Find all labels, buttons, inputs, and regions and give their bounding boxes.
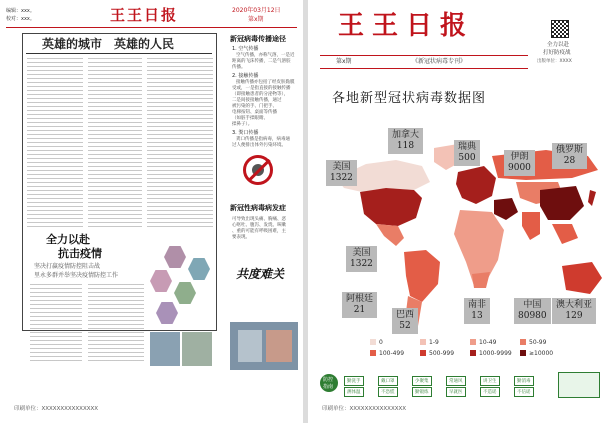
callout-name: 美国: [352, 248, 371, 258]
prevention-line: 要表现。: [232, 235, 250, 240]
spread-s3-line: 过人便排出体外污染环境。: [232, 143, 286, 148]
callout-value: 13: [471, 311, 483, 321]
callout-name: 伊朗: [510, 152, 529, 162]
right-footer: 印刷单位：XXXXXXXXXXXXXXX: [322, 406, 407, 412]
tip: 戴口罩: [378, 376, 398, 386]
callout-name: 瑞典: [458, 142, 477, 152]
callout-value: 500: [458, 153, 476, 163]
spread-s3-line: 粪口传播是指病毒，病毒通: [236, 137, 290, 142]
hex-photo: [156, 302, 178, 324]
callout-usa-1: [326, 160, 357, 186]
left-footer: 印刷单位：XXXXXXXXXXXXXXX: [14, 406, 99, 412]
callout-south-africa: [464, 298, 490, 324]
callout-value: 1322: [330, 173, 353, 183]
callout-australia: [552, 298, 596, 324]
tip: 不恐慌: [378, 387, 398, 397]
spread-s1-line: 空气传播，亦称气溶，一是近: [236, 53, 295, 58]
spread-s2-head: 2. 接触传播: [232, 73, 259, 79]
qr-caption-2: 打好防疫战: [543, 50, 571, 56]
callout-value: 1322: [350, 259, 373, 269]
legend-label: 50-99: [529, 339, 547, 346]
legend-label: 0: [379, 339, 383, 346]
spread-title: 新冠病毒传播途径: [230, 35, 286, 43]
callout-value: 129: [565, 311, 583, 321]
fight-title-b: 抗击疫情: [58, 247, 102, 260]
prevention-line: 可导致出现头痛、胸痛、恶: [232, 217, 286, 222]
hand-wash-icon: [558, 372, 600, 398]
headline: 英雄的城市 英雄的人民: [42, 37, 175, 51]
spread-s1-line: 距离的飞沫传播，二是气溶胶: [232, 59, 291, 64]
legend-item: [470, 350, 512, 357]
tip: 不信谣: [514, 387, 534, 397]
callout-name: 巴西: [396, 310, 415, 320]
hex-photo: [164, 246, 186, 268]
callout-canada: [388, 128, 423, 154]
spread-s2-line: 接触传播亦包括了经皮肤黏膜: [236, 80, 295, 85]
prevention-line: 、重的可能有呼吸困难，主: [232, 229, 286, 234]
callout-name: 澳大利亚: [556, 300, 593, 310]
left-date: 2020年03月12日: [232, 7, 281, 14]
fight-title-a: 全力以赴: [46, 233, 90, 246]
callout-russia: [552, 143, 587, 169]
legend-label: 100-499: [379, 350, 405, 357]
callout-name: 加拿大: [392, 130, 420, 140]
medical-photo-inner: [238, 330, 262, 362]
tips-badge-text: 防控: [323, 377, 334, 383]
tip: 早就医: [446, 387, 466, 397]
callout-sweden: [454, 140, 480, 166]
callout-value: 28: [563, 156, 576, 166]
legend-item: [370, 350, 404, 357]
legend-item: [470, 339, 496, 346]
prevention-title: 新冠性病毒病发症: [230, 204, 286, 212]
callout-argentina: [342, 292, 377, 318]
legend-item: [520, 339, 546, 346]
qr-code-icon: [551, 20, 569, 38]
spread-s1-line: 传播。: [232, 65, 246, 70]
tip: 勤锻炼: [412, 387, 432, 397]
callout-name: 俄罗斯: [556, 145, 584, 155]
tip: 讲卫生: [480, 376, 500, 386]
hex-photo-collage: [150, 246, 214, 332]
callout-name: 美国: [332, 162, 351, 172]
callout-name: 阿根廷: [346, 294, 374, 304]
spread-s2-line: （如脏手揉眼睛、: [232, 116, 268, 121]
special-title: 《新冠状病毒专刊》: [412, 58, 467, 65]
callout-value: 118: [396, 141, 415, 151]
left-issue: 第x期: [248, 16, 264, 23]
legend-label: 10-49: [479, 339, 497, 346]
callout-name: 中国: [523, 300, 542, 310]
bottom-photo: [150, 332, 180, 366]
callout-name: 南非: [468, 300, 487, 310]
right-page: [308, 0, 611, 423]
legend-item: [370, 339, 383, 346]
hex-photo: [174, 282, 196, 304]
spread-s2-line: 揉鼻子）。: [232, 122, 253, 127]
spread-s2-line: 二是间接接触传播，通过: [232, 98, 282, 103]
spread-s2-line: 被污染的手、门把手、: [232, 104, 277, 109]
fight-sub-1: 坚决打赢疫情防控阻击战: [34, 263, 101, 270]
right-issue: 第x期: [336, 58, 352, 65]
headline-rule: [26, 53, 212, 54]
prevention-line: 心呕吐、腹泻、发烧、咳嗽: [232, 223, 286, 228]
fight-column-2: [88, 284, 144, 362]
no-virus-icon: [243, 155, 273, 185]
legend-item: [420, 350, 454, 357]
masthead-rule: [320, 55, 528, 56]
spread-s2-line: （即接触患者的分泌物等），: [232, 92, 289, 97]
fight-sub-2: 里永多群并举坚决疫情防控工作: [34, 272, 119, 279]
spread-s1-head: 1. 空气传播: [232, 46, 259, 52]
callout-china: [514, 298, 551, 324]
left-page: [0, 0, 303, 423]
callout-brazil: [392, 308, 418, 334]
qr-caption-1: 全力以赴: [547, 42, 570, 48]
callout-value: 9000: [508, 163, 531, 173]
calligraphy: 共度难关: [236, 267, 285, 281]
callout-value: 52: [399, 321, 411, 331]
callout-iran: [504, 150, 535, 176]
bottom-photo: [182, 332, 212, 366]
callout-value: 21: [353, 305, 366, 315]
legend-label: 500-999: [429, 350, 455, 357]
spread-s2-line: 受或，一是指直接的接触传播: [232, 86, 291, 91]
proof-line: 校对：xxx。: [6, 16, 35, 22]
legend-label: 1-9: [429, 339, 439, 346]
hex-photo: [150, 270, 172, 292]
legend-item: [420, 339, 439, 346]
callout-usa-2: [346, 246, 377, 272]
tip: 勤消毒: [514, 376, 534, 386]
left-masthead: 王王日报: [110, 6, 179, 24]
right-masthead: 王王日报: [338, 11, 475, 41]
legend-label: 1000-9999: [479, 350, 512, 357]
callout-value: 80980: [518, 311, 547, 321]
article-column-3: [147, 58, 213, 230]
medical-photo-inner: [266, 330, 292, 362]
tip: 少聚集: [412, 376, 432, 386]
tips-badge-text: 指南: [323, 384, 334, 390]
header-rule: [6, 27, 297, 28]
tip: 勤洗手: [344, 376, 364, 386]
legend-label: ≥10000: [529, 350, 554, 357]
tip: 不造谣: [480, 387, 500, 397]
spread-s3-head: 3. 粪口传播: [232, 130, 259, 136]
tip: 测体温: [344, 387, 364, 397]
hex-photo: [188, 258, 210, 280]
article-column-1: [27, 58, 83, 230]
map-title: 各地新型冠状病毒数据图: [332, 91, 487, 106]
editor-line: 编辑：xxx。: [6, 8, 35, 14]
spread-s2-line: 电梯按钮、桌面等传播: [232, 110, 277, 115]
fight-column-1: [30, 284, 82, 362]
article-column-2: [88, 58, 142, 230]
sub-rule: [320, 68, 528, 69]
edition-line: 出版单位：XXXX: [537, 59, 572, 64]
tip: 常通风: [446, 376, 466, 386]
legend-item: [520, 350, 553, 357]
